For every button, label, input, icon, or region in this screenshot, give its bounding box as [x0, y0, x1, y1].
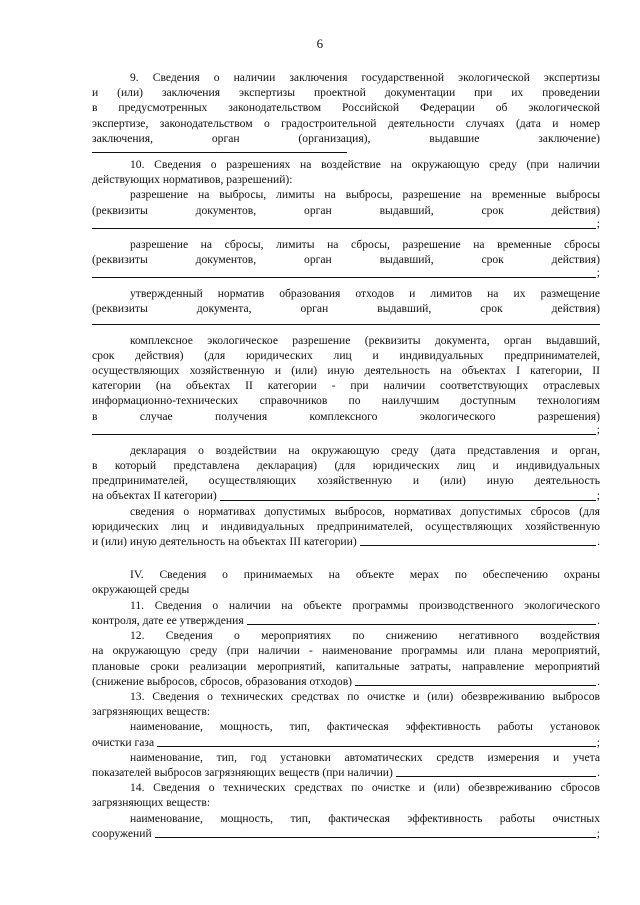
- treatment-line: наименование, мощность, тип, фактическая эффективность работы очистных: [130, 811, 600, 825]
- s14-line: 14. Сведения о технических средствах по очистке и (или) обезвреживанию сбросов: [130, 781, 600, 795]
- declaration-line: предпринимателей, осуществляющих хозяйственную и (или) иную деятельность: [92, 474, 600, 488]
- s9-line: экспертизе, законодательством о градостроительной деятельности случаях (дата и номер: [92, 116, 600, 130]
- s11-last-line: контроля, дате ее утверждения: [92, 613, 244, 627]
- s12-field-row: (снижение выбросов, сбросов, образования отходов) .: [92, 674, 600, 688]
- s13-line: 13. Сведения о технических средствах по очистке и (или) обезвреживанию выбросов: [130, 689, 600, 703]
- auto-blank-field[interactable]: [396, 766, 596, 777]
- gas-cleaning-line: наименование, мощность, тип, фактическая эффективность работы установок: [130, 720, 600, 734]
- emissions-blank-field[interactable]: ;: [92, 218, 600, 229]
- gas-field-row: очистки газа ;: [92, 735, 600, 749]
- declaration-field-row: на объектах II категории) ;: [92, 489, 600, 503]
- s12-blank-field[interactable]: [355, 675, 596, 686]
- waste-blank-field[interactable]: [92, 317, 600, 325]
- s9-line: в предусмотренных законодательством Российской Федерации об экологической: [92, 101, 600, 115]
- declaration-last-line: на объектах II категории): [92, 489, 217, 503]
- declaration-blank-field[interactable]: [220, 490, 596, 501]
- section-iv-heading: окружающей среды: [92, 583, 190, 597]
- s9-line: 9. Сведения о наличии заключения государственной экологической экспертизы: [130, 71, 600, 84]
- section-iv-heading: IV. Сведения о принимаемых на объекте мерах по обеспечению охраны: [130, 568, 600, 582]
- s11-line: 11. Сведения о наличии на объекте программы производственного экологического: [130, 598, 600, 612]
- section-iv: [92, 567, 600, 841]
- s10-line: 10. Сведения о разрешениях на воздействие на окружающую среду (при наличии: [130, 158, 600, 172]
- s9-line: заключения, орган (организация), выдавшие заключение): [92, 131, 600, 145]
- norms-field-row: и (или) иную деятельность на объектах III категории) .: [92, 535, 600, 549]
- waste-norm-line: утвержденный норматив образования отходов и лимитов на их размещение: [130, 287, 600, 301]
- complex-permit-line: срок действия) (для юридических лиц и индивидуальных предпринимателей,: [92, 348, 600, 362]
- treatment-last-line: сооружений: [92, 826, 152, 840]
- section-9: [92, 70, 600, 153]
- s12-line: на окружающую среду (при наличии - наименование программы или плана мероприятий,: [92, 644, 600, 658]
- auto-measure-line: наименование, тип, год установки автоматических средств измерения и учета: [130, 750, 600, 764]
- complex-permit-line: категории (на объектах II категории - при наличии соответствующих отраслевых: [92, 379, 600, 393]
- gas-blank-field[interactable]: [157, 736, 596, 747]
- s11-field-row: контроля, дате ее утверждения .: [92, 613, 600, 627]
- complex-permit-line: осуществляющих хозяйственную и (или) иную деятельность на объектах I категории, II: [92, 364, 600, 378]
- s9-line: и (или) заключения экспертизы проектной документации при их проведении: [92, 86, 600, 100]
- s13-line: загрязняющих веществ:: [92, 705, 211, 719]
- gas-last-line: очистки газа: [92, 735, 155, 749]
- declaration-line: в который представлена декларация) (для юридических лиц и индивидуальных: [92, 459, 600, 473]
- norms-line: юридических лиц и индивидуальных предпринимателей, осуществляющих хозяйственную: [92, 519, 600, 533]
- s9-blank-field[interactable]: [92, 146, 347, 153]
- page-number: 6: [316, 36, 324, 51]
- form-content: [92, 70, 600, 841]
- s11-blank-field[interactable]: [247, 614, 596, 625]
- discharges-permit-line: (реквизиты документов, орган выдавший, срок действия): [92, 253, 600, 267]
- auto-field-row: показателей выбросов загрязняющих веществ (при наличии) .: [92, 765, 600, 779]
- s12-last-line: (снижение выбросов, сбросов, образования отходов): [92, 674, 353, 688]
- discharges-permit-line: разрешение на сбросы, лимиты на сбросы, разрешение на временные сбросы: [130, 237, 600, 251]
- declaration-line: декларация о воздействии на окружающую среду (дата представления и орган,: [130, 443, 600, 457]
- complex-permit-line: информационно-технических справочников по наилучшим доступным технологиям: [92, 394, 600, 408]
- treatment-field-row: сооружений ;: [92, 826, 600, 840]
- discharges-blank-field[interactable]: ;: [92, 267, 600, 278]
- complex-permit-line: комплексное экологическое разрешение (реквизиты документа, орган выдавший,: [130, 333, 600, 347]
- auto-last-line: показателей выбросов загрязняющих веществ (при наличии): [92, 765, 393, 779]
- s10-line: действующих нормативов, разрешений):: [92, 173, 293, 187]
- complex-permit-blank-field[interactable]: ;: [92, 424, 600, 435]
- complex-permit-line: в случае получения комплексного экологического разрешения): [92, 409, 600, 423]
- treatment-blank-field[interactable]: [155, 827, 596, 838]
- s14-line: загрязняющих веществ:: [92, 796, 211, 810]
- section-10: [92, 157, 600, 549]
- norms-blank-field[interactable]: [360, 535, 596, 546]
- emissions-permit-line: (реквизиты документов, орган выдавший, срок действия): [92, 203, 600, 217]
- norms-line: сведения о нормативах допустимых выбросов, нормативах допустимых сбросов (для: [130, 504, 600, 518]
- s12-line: плановые сроки реализации мероприятий, капитальные затраты, направление мероприятий: [92, 659, 600, 673]
- s12-line: 12. Сведения о мероприятиях по снижению негативного воздействия: [130, 629, 600, 643]
- emissions-permit-line: разрешение на выбросы, лимиты на выбросы, разрешение на временные выбросы: [130, 188, 600, 202]
- norms-last-line: и (или) иную деятельность на объектах III категории): [92, 535, 357, 549]
- waste-norm-line: (реквизиты документа, орган выдавший, срок действия): [92, 302, 600, 316]
